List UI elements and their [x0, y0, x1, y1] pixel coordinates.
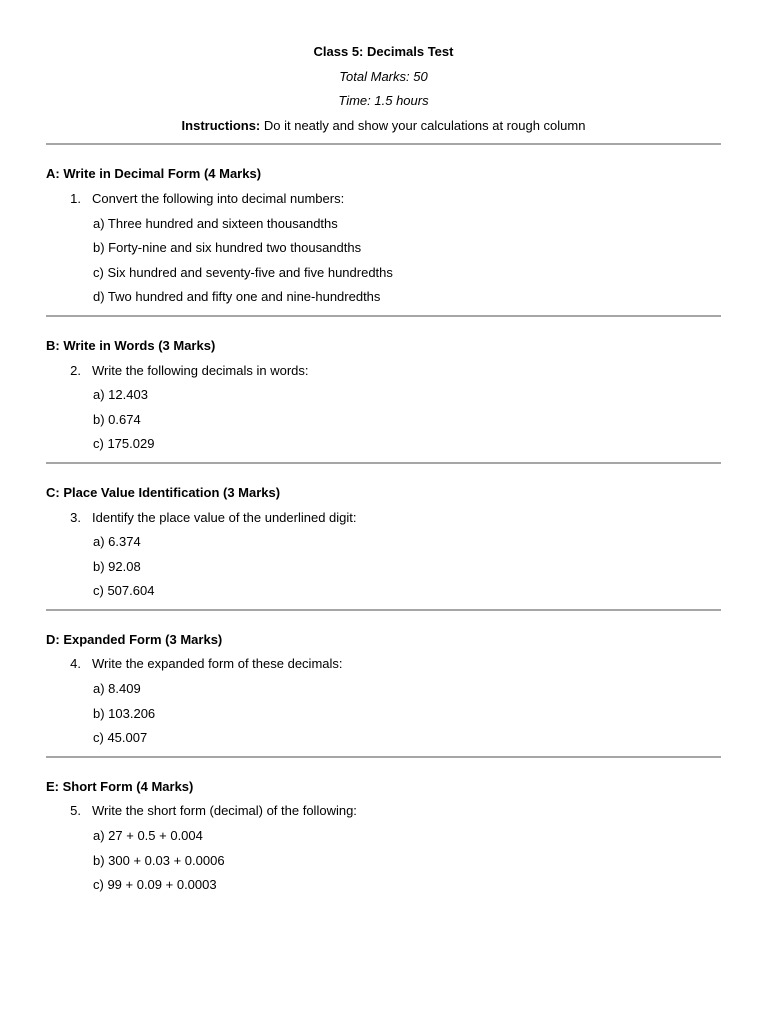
question-text: Convert the following into decimal numbers:	[92, 190, 345, 206]
list-item: b) 300 + 0.03 + 0.0006	[93, 852, 225, 868]
question-text: Write the expanded form of these decimals:	[92, 656, 343, 672]
list-item: b) Forty-nine and six hundred two thousandths	[93, 240, 362, 256]
list-item: b) 103.206	[93, 705, 156, 721]
list-item: c) 507.604	[93, 583, 155, 599]
instructions-label: Instructions:	[181, 117, 261, 133]
section-d	[46, 611, 721, 758]
list-item: d) Two hundred and fifty one and nine-hundredths	[93, 289, 381, 305]
list-item: b) 0.674	[93, 411, 141, 427]
list-item: c) 99 + 0.09 + 0.0003	[93, 877, 217, 893]
question-number: 1.	[70, 190, 81, 206]
section-a	[46, 145, 721, 317]
section-heading: C: Place Value Identification (3 Marks)	[46, 484, 281, 500]
list-item: b) 92.08	[93, 558, 141, 574]
test-document	[46, 40, 721, 898]
list-item: a) 12.403	[93, 387, 148, 403]
question-4	[46, 652, 721, 677]
section-heading: E: Short Form (4 Marks)	[46, 778, 194, 794]
section-heading: B: Write in Words (3 Marks)	[46, 337, 216, 353]
question-text: Write the short form (decimal) of the following:	[92, 803, 357, 819]
question-2	[46, 359, 721, 384]
instructions	[46, 114, 721, 139]
question-number: 5.	[70, 803, 81, 819]
question-text: Write the following decimals in words:	[92, 362, 309, 378]
total-marks: Total Marks: 50	[339, 68, 428, 84]
question-5	[46, 799, 721, 824]
section-heading: D: Expanded Form (3 Marks)	[46, 631, 223, 647]
instructions-text: Do it neatly and show your calculations at rough column	[260, 117, 586, 133]
section-b	[46, 317, 721, 464]
list-item: c) 175.029	[93, 436, 155, 452]
question-text: Identify the place value of the underlined digit:	[92, 509, 357, 525]
list-item: c) Six hundred and seventy-five and five hundredths	[93, 264, 393, 280]
list-item: a) 27 + 0.5 + 0.004	[93, 828, 203, 844]
section-c	[46, 464, 721, 611]
question-number: 2.	[70, 362, 81, 378]
question-3	[46, 506, 721, 531]
section-e	[46, 758, 721, 898]
section-heading: A: Write in Decimal Form (4 Marks)	[46, 166, 262, 182]
list-item: a) 8.409	[93, 681, 141, 697]
list-item: c) 45.007	[93, 730, 148, 746]
list-item: a) 6.374	[93, 534, 141, 550]
list-item: a) Three hundred and sixteen thousandths	[93, 215, 338, 231]
question-number: 3.	[70, 509, 81, 525]
question-number: 4.	[70, 656, 81, 672]
question-1	[46, 187, 721, 212]
document-title: Class 5: Decimals Test	[313, 44, 454, 59]
time-allowed: Time: 1.5 hours	[338, 93, 429, 109]
